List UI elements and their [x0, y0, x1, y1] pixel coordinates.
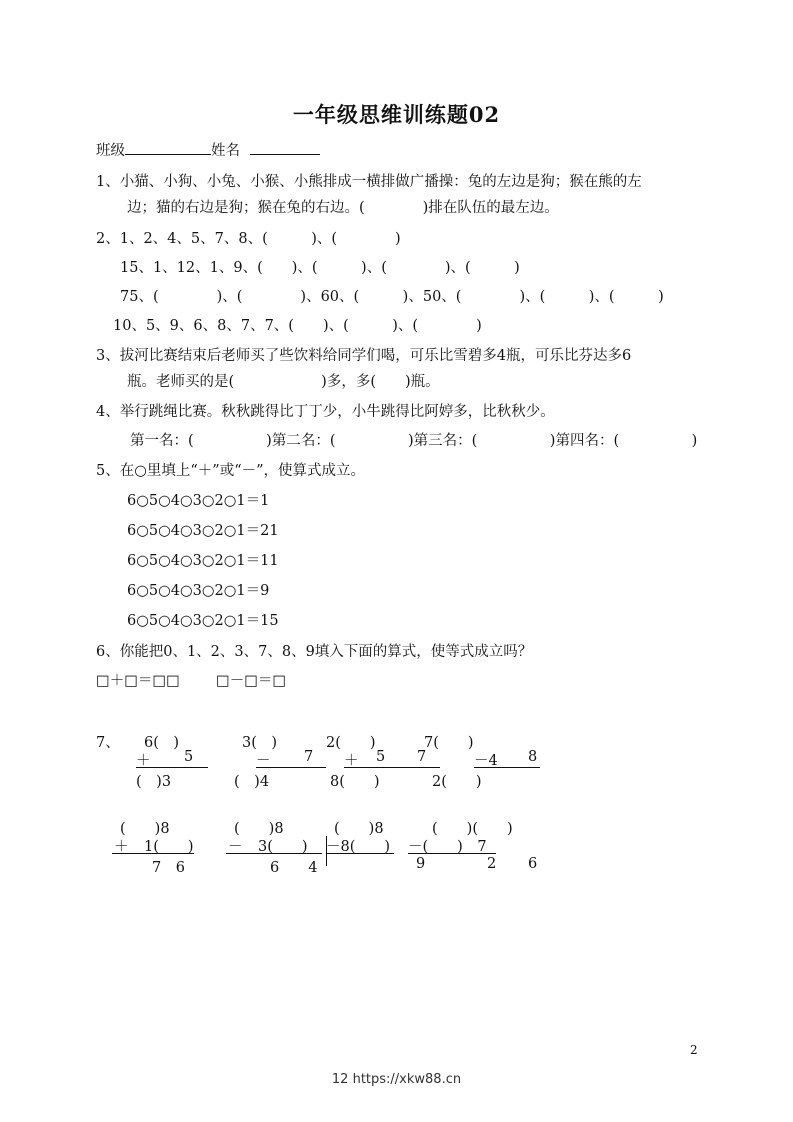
box-expression-2: □－□＝□: [216, 673, 287, 689]
equation-2: 6○5○4○3○2○1＝21: [127, 523, 279, 539]
problem-3-top: 2( ): [326, 735, 376, 751]
problem-8-sum-line: [408, 853, 496, 854]
question-3-line-1: 3、拔河比赛结束后老师买了些饮料给同学们喝，可乐比雪碧多4瓶，可乐比芬达多6: [96, 348, 632, 364]
box-expression-1: □＋□＝□□: [96, 673, 180, 689]
question-2-line-3: 75、( )、( )、60、( )、50、( )、( )、( ): [120, 289, 664, 305]
problem-3-result: 8( ): [330, 774, 380, 790]
problem-6-top: ( )8: [234, 821, 284, 837]
question-4-line-1: 4、举行跳绳比赛。秋秋跳得比丁丁少，小牛跳得比阿婷多，比秋秋少。: [96, 404, 555, 420]
name-label: 姓名: [211, 143, 240, 159]
problem-1-result: ( )3: [136, 774, 172, 790]
question-6-prompt: 6、你能把0、1、2、3、7、8、9填入下面的算式，使等式成立吗？: [96, 644, 533, 660]
page-number: 2: [690, 1043, 698, 1057]
question-2-line-2: 15、1、12、1、9、( )、( )、( )、( ): [120, 260, 520, 276]
question-3-line-2: 瓶。老师买的是( )多，多( )瓶。: [127, 374, 440, 390]
problem-3-operator: ＋: [344, 753, 359, 769]
problem-2-operator: －: [256, 753, 271, 769]
problem-5-top: ( )8: [120, 821, 170, 837]
name-blank[interactable]: [250, 140, 320, 155]
class-name-line: [96, 140, 320, 161]
footer-url: 12 https://xkw88.cn: [331, 1072, 462, 1087]
problem-8-top: ( )( ): [432, 821, 513, 837]
problem-5-result: 7 6: [152, 860, 185, 876]
problem-2-sum-line: [256, 767, 326, 768]
problem-1-sum-line: [136, 767, 208, 768]
problem-8-middle: －( ) 7: [408, 839, 487, 855]
problem-2-operand: 7: [304, 749, 314, 765]
problem-8-digit-1: 9: [416, 856, 426, 872]
problem-4-sum-line: [474, 767, 540, 768]
question-1-line-1: 1、小猫、小狗、小兔、小猴、小熊排成一横排做广播操：兔的左边是狗；猴在熊的左: [96, 174, 642, 190]
problem-4-operand: 8: [528, 749, 538, 765]
problem-2-top: 3( ): [242, 735, 278, 751]
problem-1-operator: ＋: [136, 753, 151, 769]
problem-1-operand: 5: [184, 749, 194, 765]
problem-8-digit-3: 6: [528, 856, 538, 872]
equation-5: 6○5○4○3○2○1＝15: [127, 613, 279, 629]
problem-2-result: ( )4: [234, 774, 270, 790]
problem-3-operand-b: 7: [417, 749, 427, 765]
class-label: 班级: [96, 143, 125, 159]
problem-6-middle: 3( ): [258, 839, 308, 855]
problem-8-digit-2: 2: [487, 856, 497, 872]
equation-1: 6○5○4○3○2○1＝1: [127, 493, 270, 509]
problem-5-middle: 1( ): [144, 839, 194, 855]
question-5-prompt: 5、在○里填上“＋”或“－”，使算式成立。: [96, 463, 366, 479]
problem-1-top: 6( ): [144, 735, 180, 751]
problem-6-sum-line: [226, 853, 322, 854]
problem-5-operator: ＋: [114, 839, 129, 855]
problem-6-result: 6 4: [270, 860, 318, 876]
problem-4-operator: －4: [474, 753, 498, 769]
problem-4-top: 7( ): [424, 735, 474, 751]
problem-7-middle: －8( ): [326, 839, 391, 855]
question-1-line-2: 边；猫的右边是狗；猴在兔的右边。( )排在队伍的最左边。: [127, 200, 559, 216]
problem-7-sum-line: [326, 853, 394, 854]
question-2-line-1: 2、1、2、4、5、7、8、( )、( ): [96, 231, 401, 247]
equation-3: 6○5○4○3○2○1＝11: [127, 553, 279, 569]
question-2-line-4: 10、5、9、6、8、7、7、( )、( )、( ): [113, 318, 482, 334]
class-blank[interactable]: [125, 140, 211, 155]
problem-5-sum-line: [112, 853, 194, 854]
problem-4-result: 2( ): [432, 774, 482, 790]
question-7-number: 7、: [96, 735, 120, 751]
question-4-line-2: 第一名：( )第二名：( )第三名：( )第四名：( ): [130, 433, 698, 449]
page-title: 一年级思维训练题02: [292, 102, 501, 127]
equation-4: 6○5○4○3○2○1＝9: [127, 583, 270, 599]
problem-3-operand-a: 5: [376, 749, 386, 765]
problem-6-operator: －: [228, 839, 243, 855]
problem-3-sum-line: [344, 767, 440, 768]
problem-7-top: ( )8: [334, 821, 384, 837]
